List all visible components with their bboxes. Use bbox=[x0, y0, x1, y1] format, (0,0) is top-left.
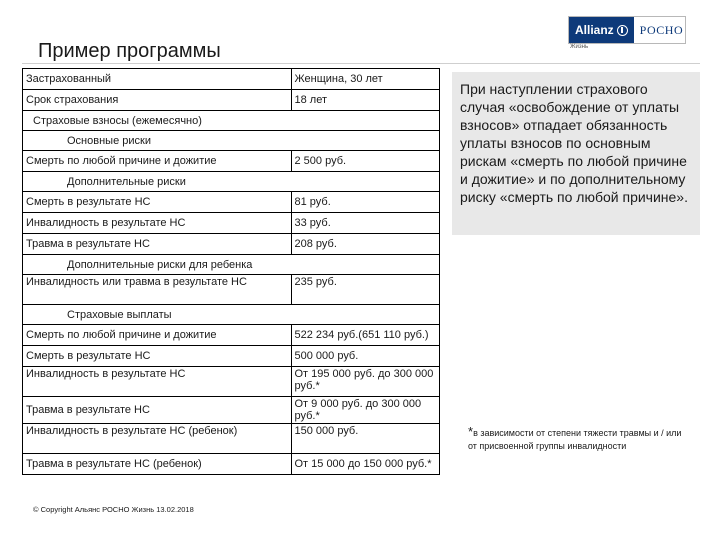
table-row bbox=[23, 424, 440, 454]
section-empty-cell bbox=[291, 172, 440, 192]
section-label-cell bbox=[23, 172, 292, 192]
row-value: 18 лет bbox=[291, 90, 440, 111]
table-row bbox=[23, 213, 440, 234]
section-empty-cell bbox=[291, 131, 440, 151]
row-label: Смерть в результате НС bbox=[23, 192, 292, 213]
section-row bbox=[23, 255, 440, 275]
row-label: Смерть по любой причине и дожитие bbox=[23, 325, 292, 346]
row-label: Застрахованный bbox=[23, 69, 292, 90]
row-value: От 195 000 руб. до 300 000 руб.* bbox=[291, 367, 440, 397]
section-label: Дополнительные риски для ребенка bbox=[67, 258, 253, 271]
section-label-cell bbox=[23, 255, 292, 275]
footnote-text: в зависимости от степени тяжести травмы и / или от присвоенной группы инвалидности bbox=[468, 428, 682, 451]
row-label: Смерть по любой причине и дожитие bbox=[23, 151, 292, 172]
section-empty-cell bbox=[291, 255, 440, 275]
section-row bbox=[23, 131, 440, 151]
row-label: Инвалидность в результате НС (ребенок) bbox=[23, 424, 292, 454]
allianz-eagle-icon bbox=[617, 25, 628, 36]
row-value: 522 234 руб.(651 110 руб.) bbox=[291, 325, 440, 346]
row-value: 150 000 руб. bbox=[291, 424, 440, 454]
table-row bbox=[23, 397, 440, 424]
table-row bbox=[23, 367, 440, 397]
company-logo bbox=[568, 16, 686, 44]
footnote bbox=[468, 425, 688, 453]
row-value: 208 руб. bbox=[291, 234, 440, 255]
table-row bbox=[23, 346, 440, 367]
section-label: Основные риски bbox=[67, 134, 151, 147]
logo-text-allianz: Allianz bbox=[575, 23, 614, 37]
section-label-cell bbox=[23, 131, 292, 151]
table-row bbox=[23, 275, 440, 305]
logo-allianz bbox=[569, 17, 634, 43]
row-value: 2 500 руб. bbox=[291, 151, 440, 172]
table-row bbox=[23, 192, 440, 213]
section-row bbox=[23, 111, 440, 131]
copyright: © Copyright Альянс РОСНО Жизнь 13.02.2018 bbox=[33, 505, 194, 514]
table-row bbox=[23, 325, 440, 346]
row-value: От 9 000 руб. до 300 000 руб.* bbox=[291, 397, 440, 424]
note-box: При наступлении страхового случая «освобождение от уплаты взносов» отпадает обязанность уплаты взносов по основным рискам «смерть по любой причине и дожитие» и по дополнительному риску «смерть по любой причине». bbox=[452, 72, 700, 235]
row-label: Инвалидность в результате НС bbox=[23, 213, 292, 234]
row-value: 235 руб. bbox=[291, 275, 440, 305]
section-label: Дополнительные риски bbox=[67, 175, 186, 188]
section-empty-cell bbox=[291, 111, 440, 131]
row-value: Женщина, 30 лет bbox=[291, 69, 440, 90]
row-label: Инвалидность или травма в результате НС bbox=[23, 275, 292, 305]
section-label-cell bbox=[23, 111, 292, 131]
row-label: Травма в результате НС bbox=[23, 234, 292, 255]
row-value: 33 руб. bbox=[291, 213, 440, 234]
table-row bbox=[23, 454, 440, 475]
row-label: Смерть в результате НС bbox=[23, 346, 292, 367]
table-row bbox=[23, 69, 440, 90]
section-label: Страховые взносы (ежемесячно) bbox=[33, 114, 202, 127]
logo-subtitle: Жизнь bbox=[570, 44, 589, 50]
section-label: Страховые выплаты bbox=[67, 308, 172, 321]
logo-rosno: РОСНО bbox=[639, 22, 684, 37]
table-row bbox=[23, 234, 440, 255]
section-empty-cell bbox=[291, 305, 440, 325]
program-table bbox=[22, 68, 440, 475]
program-table-body bbox=[23, 69, 440, 475]
title-divider bbox=[22, 63, 700, 64]
section-label-cell bbox=[23, 305, 292, 325]
section-row bbox=[23, 305, 440, 325]
table-row bbox=[23, 90, 440, 111]
section-row bbox=[23, 172, 440, 192]
row-label: Травма в результате НС (ребенок) bbox=[23, 454, 292, 475]
row-value: 81 руб. bbox=[291, 192, 440, 213]
row-value: От 15 000 до 150 000 руб.* bbox=[291, 454, 440, 475]
row-label: Травма в результате НС bbox=[23, 397, 292, 424]
footnote-star: * bbox=[468, 424, 474, 439]
row-label: Срок страхования bbox=[23, 90, 292, 111]
page-title: Пример программы bbox=[38, 40, 221, 62]
table-row bbox=[23, 151, 440, 172]
row-value: 500 000 руб. bbox=[291, 346, 440, 367]
row-label: Инвалидность в результате НС bbox=[23, 367, 292, 397]
